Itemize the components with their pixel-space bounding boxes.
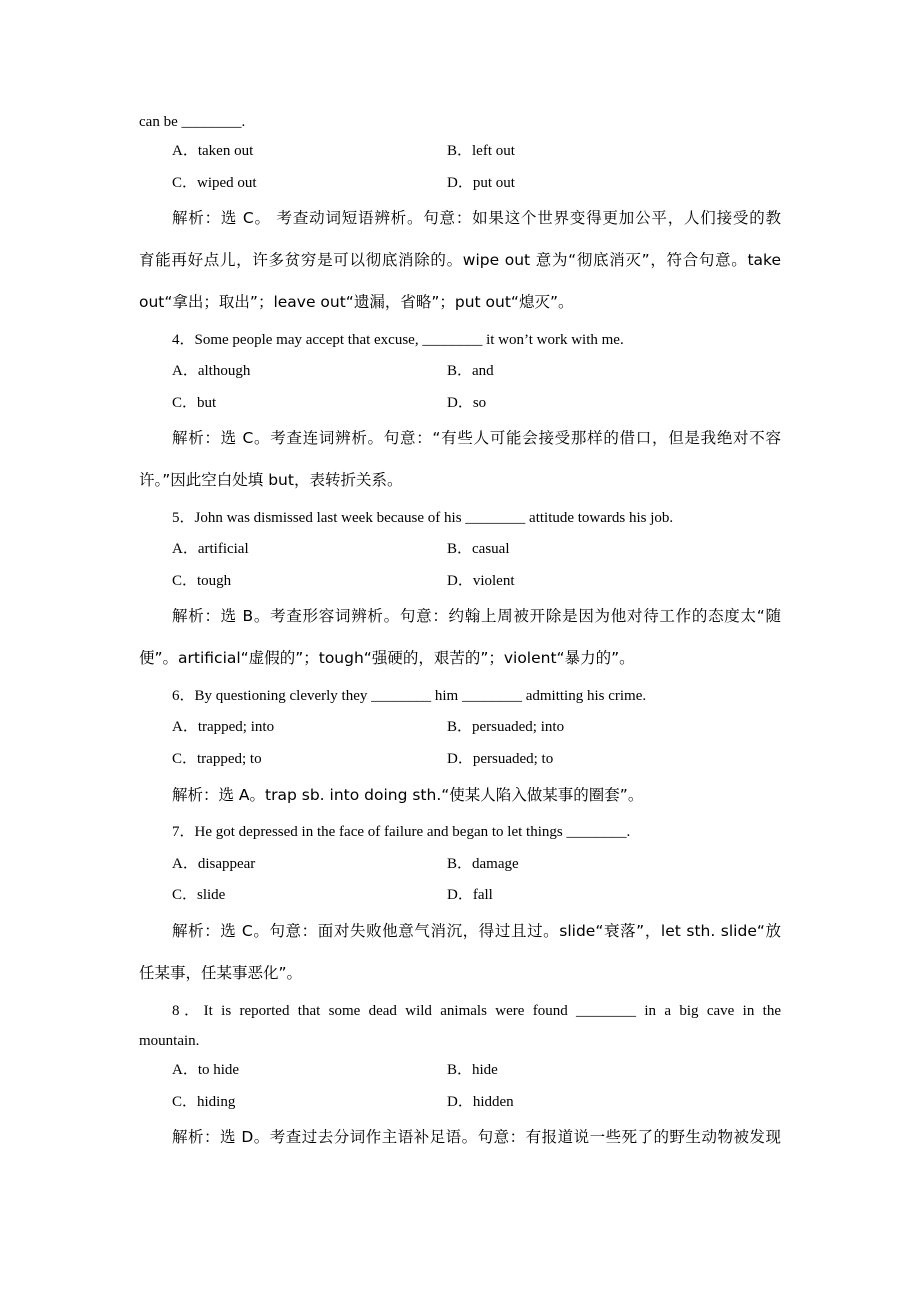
q4-analysis-line-2: 许。”因此空白处填 but，表转折关系。 (139, 471, 403, 489)
q6-stem: 6．By questioning cleverly they ________ him ________ admitting his crime. (172, 688, 647, 704)
q5-option-a: A．artificial (172, 541, 249, 557)
q3-option-b: B．left out (447, 143, 515, 159)
q3-option-a: A．taken out (172, 143, 254, 159)
q4-option-b: B．and (447, 363, 494, 379)
q6-option-b: B．persuaded; into (447, 719, 565, 735)
q7-analysis-line-2: 任某事，任某事恶化”。 (139, 964, 303, 982)
q8-option-b: B．hide (447, 1062, 498, 1078)
q7-stem: 7．He got depressed in the face of failure and began to let things ________. (172, 824, 631, 840)
q5-option-c: C．tough (172, 573, 232, 589)
q3-option-c: C．wiped out (172, 175, 257, 191)
q4-stem: 4．Some people may accept that excuse, ________ it won’t work with me. (172, 332, 624, 348)
q6-option-d: D．persuaded; to (447, 751, 554, 767)
q8-stem-line-1: 8．It is reported that some dead wild animals were found ________ in a big cave in the (172, 1003, 781, 1019)
q5-option-d: D．violent (447, 573, 515, 589)
q4-option-c: C．but (172, 395, 217, 411)
q8-option-d: D．hidden (447, 1094, 514, 1110)
q3-analysis-line-1: 解析：选 C。 考查动词短语辨析。句意：如果这个世界变得更加公平，人们接受的教 (172, 209, 781, 227)
q5-stem: 5．John was dismissed last week because of his ________ attitude towards his job. (172, 510, 674, 526)
q3-option-d: D．put out (447, 175, 515, 191)
q8-stem-line-2: mountain. (139, 1033, 200, 1049)
q6-option-a: A．trapped; into (172, 719, 275, 735)
q6-analysis-line-1: 解析：选 A。trap sb. into doing sth.“使某人陷入做某事的圈套”。 (172, 786, 644, 804)
q8-analysis-line-1: 解析：选 D。考查过去分词作主语补足语。句意：有报道说一些死了的野生动物被发现 (172, 1128, 781, 1146)
q4-analysis-line-1: 解析：选 C。考查连词辨析。句意：“有些人可能会接受那样的借口，但是我绝对不容 (172, 429, 781, 447)
q7-option-b: B．damage (447, 856, 519, 872)
q7-analysis-line-1: 解析：选 C。句意：面对失败他意气消沉，得过且过。slide“衰落”，let sth. slide“放 (172, 922, 781, 940)
q6-option-c: C．trapped; to (172, 751, 262, 767)
q4-option-d: D．so (447, 395, 487, 411)
q7-option-c: C．slide (172, 887, 226, 903)
q4-option-a: A．although (172, 363, 251, 379)
q5-analysis-line-1: 解析：选 B。考查形容词辨析。句意：约翰上周被开除是因为他对待工作的态度太“随 (172, 607, 781, 625)
q7-option-a: A．disappear (172, 856, 256, 872)
q3-analysis-line-2: 育能再好点儿，许多贫穷是可以彻底消除的。wipe out 意为“彻底消灭”，符合句意。take (139, 251, 781, 269)
q8-option-a: A．to hide (172, 1062, 240, 1078)
q5-analysis-line-2: 便”。artificial“虚假的”；tough“强硬的，艰苦的”；violent“暴力的”。 (139, 649, 635, 667)
q7-option-d: D．fall (447, 887, 493, 903)
q8-option-c: C．hiding (172, 1094, 236, 1110)
q3-stem-tail: can be ________. (139, 114, 246, 130)
q3-analysis-line-3: out“拿出；取出”；leave out“遗漏，省略”；put out“熄灭”。 (139, 293, 574, 311)
q5-option-b: B．casual (447, 541, 510, 557)
